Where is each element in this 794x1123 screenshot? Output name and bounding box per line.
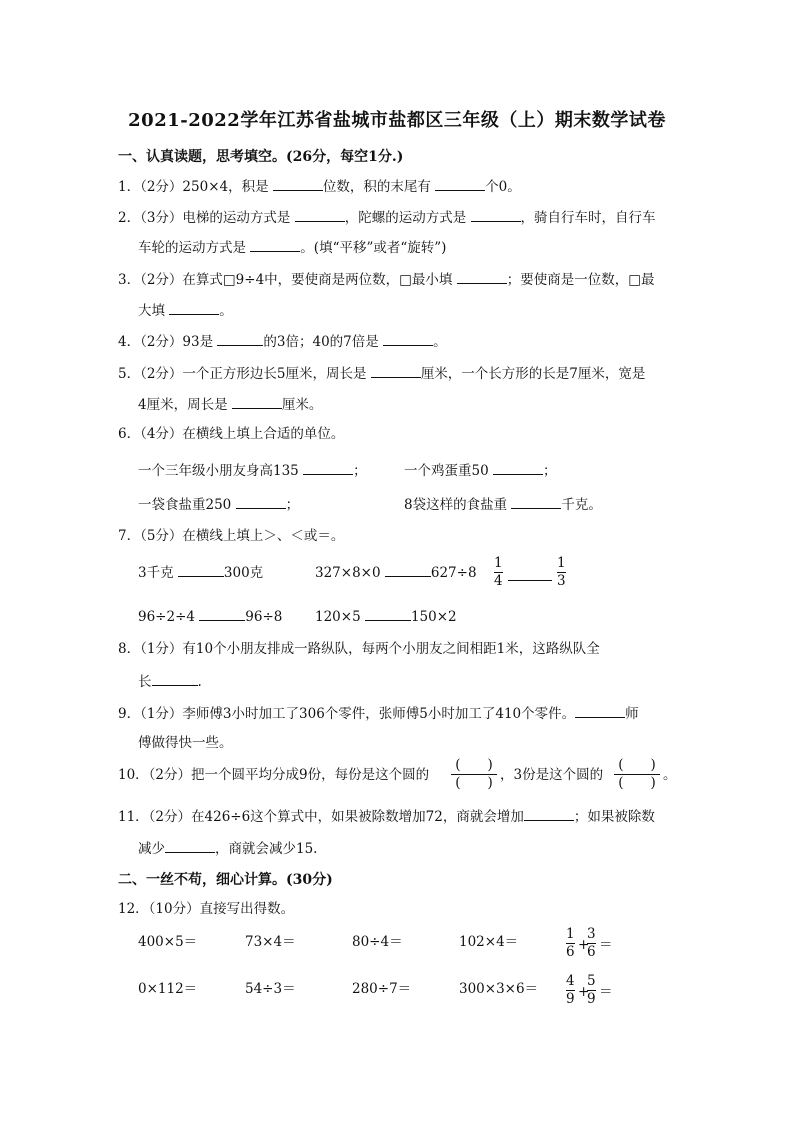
answer-blank[interactable]	[169, 300, 219, 315]
answer-blank[interactable]	[575, 703, 625, 718]
answer-blank[interactable]	[152, 671, 198, 686]
answer-blank[interactable]	[385, 562, 431, 577]
calc-item: 102×4＝	[459, 934, 519, 950]
answer-blank[interactable]	[165, 838, 215, 853]
answer-blank[interactable]	[236, 494, 286, 509]
question-11-line-1: 11．（2分）在426÷6这个算式中，如果被除数增加72，商就会增加 ；如果被除数	[118, 806, 655, 826]
question-9-line-1: 9．（1分）李师傅3小时加工了306个零件，张师傅5小时加工了410个零件。 师	[118, 703, 639, 723]
question-8-line-2: 长 .	[138, 671, 202, 691]
answer-blank[interactable]	[273, 176, 323, 191]
question-10-b: ，3份是这个圆的	[500, 767, 604, 783]
answer-blank[interactable]	[217, 331, 263, 346]
answer-blank[interactable]	[435, 176, 485, 191]
compare-item-5: 120×5 150×2	[315, 606, 457, 626]
fraction-blank-1[interactable]: ( ) ( )	[451, 758, 497, 791]
question-5-line-1: 5．（2分）一个正方形边长5厘米，周长是 厘米，一个长方形的长是7厘米，宽是	[118, 363, 645, 383]
answer-blank[interactable]	[303, 460, 353, 475]
question-12-stem: 12．（10分）直接写出得数。	[118, 901, 295, 917]
answer-blank[interactable]	[371, 363, 421, 378]
calc-item: 80÷4＝	[352, 934, 403, 950]
calc-item: 54÷3＝	[245, 981, 296, 997]
answer-blank[interactable]	[511, 494, 561, 509]
question-4: 4．（2分）93是 的3倍；40的7倍是 。	[118, 331, 447, 351]
compare-item-2: 327×8×0 627÷8	[315, 562, 477, 582]
answer-blank[interactable]	[232, 394, 282, 409]
question-2-line-1: 2．（3分）电梯的运动方式是 ，陀螺的运动方式是 ，骑自行车时，自行车	[118, 207, 656, 227]
question-6-item-c: 一袋食盐重250 ；	[138, 494, 299, 514]
answer-blank[interactable]	[471, 207, 521, 222]
answer-blank[interactable]	[524, 806, 574, 821]
question-11-line-2: 减少 ，商就会减少15.	[138, 838, 317, 858]
calc-item: 300×3×6＝	[459, 981, 539, 997]
fraction-one-quarter: 1 4	[494, 555, 503, 589]
answer-blank[interactable]	[508, 566, 552, 581]
answer-blank[interactable]	[199, 606, 245, 621]
answer-blank[interactable]	[178, 562, 224, 577]
question-10-c: 。	[663, 767, 677, 783]
question-2-line-2: 车轮的运动方式是 。(填“平移”或者“旋转”)	[138, 237, 446, 257]
answer-blank[interactable]	[365, 606, 411, 621]
answer-blank[interactable]	[250, 237, 300, 252]
exam-page: 2021-2022学年江苏省盐城市盐都区三年级（上）期末数学试卷 一、认真读题，思考填空。(26分，每空1分.) 1．（2分）250×4，积是 位数，积的末尾有 个0。 2．（3分）电梯的运动方式是 ，陀螺的运动方式是 ，骑自行车时，自行车 车轮的运动方式是 。(填“平移”或者“旋转”) 3．（2分）在算式□9÷4中，要使商是两位数，□最小填 ；要使商是一位数，□最 大填 。 4．（2分）93是 的3倍；40的7倍是 。 5．（2分）一个正方形边长5厘米，周长是 厘米，一个长方形的长是7厘米，宽是 4厘米，周长是 厘米。 6．（4分）在横线上填上合适的单位。 一个三年级小朋友身高135 ； 一个鸡蛋重50 ； 一袋食盐重250 ； 8袋这样的食盐重 千克。 7．（5分）在横线上填上＞、＜或＝。 3千克 300克 327×8×0 627÷8 1 4 1 3 96÷2÷4 96÷8 120×5 150×2 8．（1分）有10个小朋友排成一路纵队，每两个小朋友之间相距1米，这路纵队全 长 . 9．（1分）李师傅3小时加工了306个零件，张师傅5小时加工了410个零件。 师 傅做得快一些。 10．（2分）把一个圆平均分成9份，每份是这个圆的 ( ) ( ) ，3份是这个圆的 ( ) ( ) 。 11．（2分）在426÷6这个算式中，如果被除数增加72，商就会增加 ；如果被除数 减少 ，商就会减少15. 二、一丝不苟，细心计算。(30分) 12．（10分）直接写出得数。 400×5＝ 73×4＝ 80÷4＝ 102×4＝ 1 6 + 3 6 ＝ 0×112＝ 54÷3＝ 280÷7＝ 300×3×6＝ 4 9 + 5 9 ＝	[0, 0, 794, 1123]
calc-item: 0×112＝	[138, 981, 198, 997]
fraction-blank-2[interactable]: ( ) ( )	[614, 758, 660, 791]
answer-blank[interactable]	[493, 460, 543, 475]
page-title: 2021-2022学年江苏省盐城市盐都区三年级（上）期末数学试卷	[128, 110, 666, 131]
question-5-line-2: 4厘米，周长是 厘米。	[138, 394, 322, 414]
question-1: 1．（2分）250×4，积是 位数，积的末尾有 个0。	[118, 176, 521, 196]
question-3-line-1: 3．（2分）在算式□9÷4中，要使商是两位数，□最小填 ；要使商是一位数，□最	[118, 269, 655, 289]
question-6-stem: 6．（4分）在横线上填上合适的单位。	[118, 426, 345, 442]
answer-blank[interactable]	[295, 207, 345, 222]
question-8-line-1: 8．（1分）有10个小朋友排成一路纵队，每两个小朋友之间相距1米，这路纵队全	[118, 641, 600, 657]
calc-item: 280÷7＝	[352, 981, 412, 997]
answer-blank[interactable]	[383, 331, 433, 346]
compare-item-1: 3千克 300克	[138, 562, 263, 582]
compare-item-4: 96÷2÷4 96÷8	[138, 606, 282, 626]
answer-blank[interactable]	[457, 269, 507, 284]
calc-item: 73×4＝	[245, 934, 296, 950]
question-7-stem: 7．（5分）在横线上填上＞、＜或＝。	[118, 528, 345, 544]
calc-item: 400×5＝	[138, 934, 198, 950]
question-6-item-b: 一个鸡蛋重50 ；	[404, 460, 556, 480]
question-6-item-a: 一个三年级小朋友身高135 ；	[138, 460, 367, 480]
section-1-heading: 一、认真读题，思考填空。(26分，每空1分.)	[118, 149, 404, 165]
section-2-heading: 二、一丝不苟，细心计算。(30分)	[118, 872, 333, 888]
question-3-line-2: 大填 。	[138, 300, 233, 320]
fraction-one-third: 1 3	[557, 555, 566, 589]
question-9-line-2: 傅做得快一些。	[138, 735, 233, 751]
question-10-a: 10．（2分）把一个圆平均分成9份，每份是这个圆的	[118, 767, 430, 783]
question-6-item-d: 8袋这样的食盐重 千克。	[404, 494, 602, 514]
